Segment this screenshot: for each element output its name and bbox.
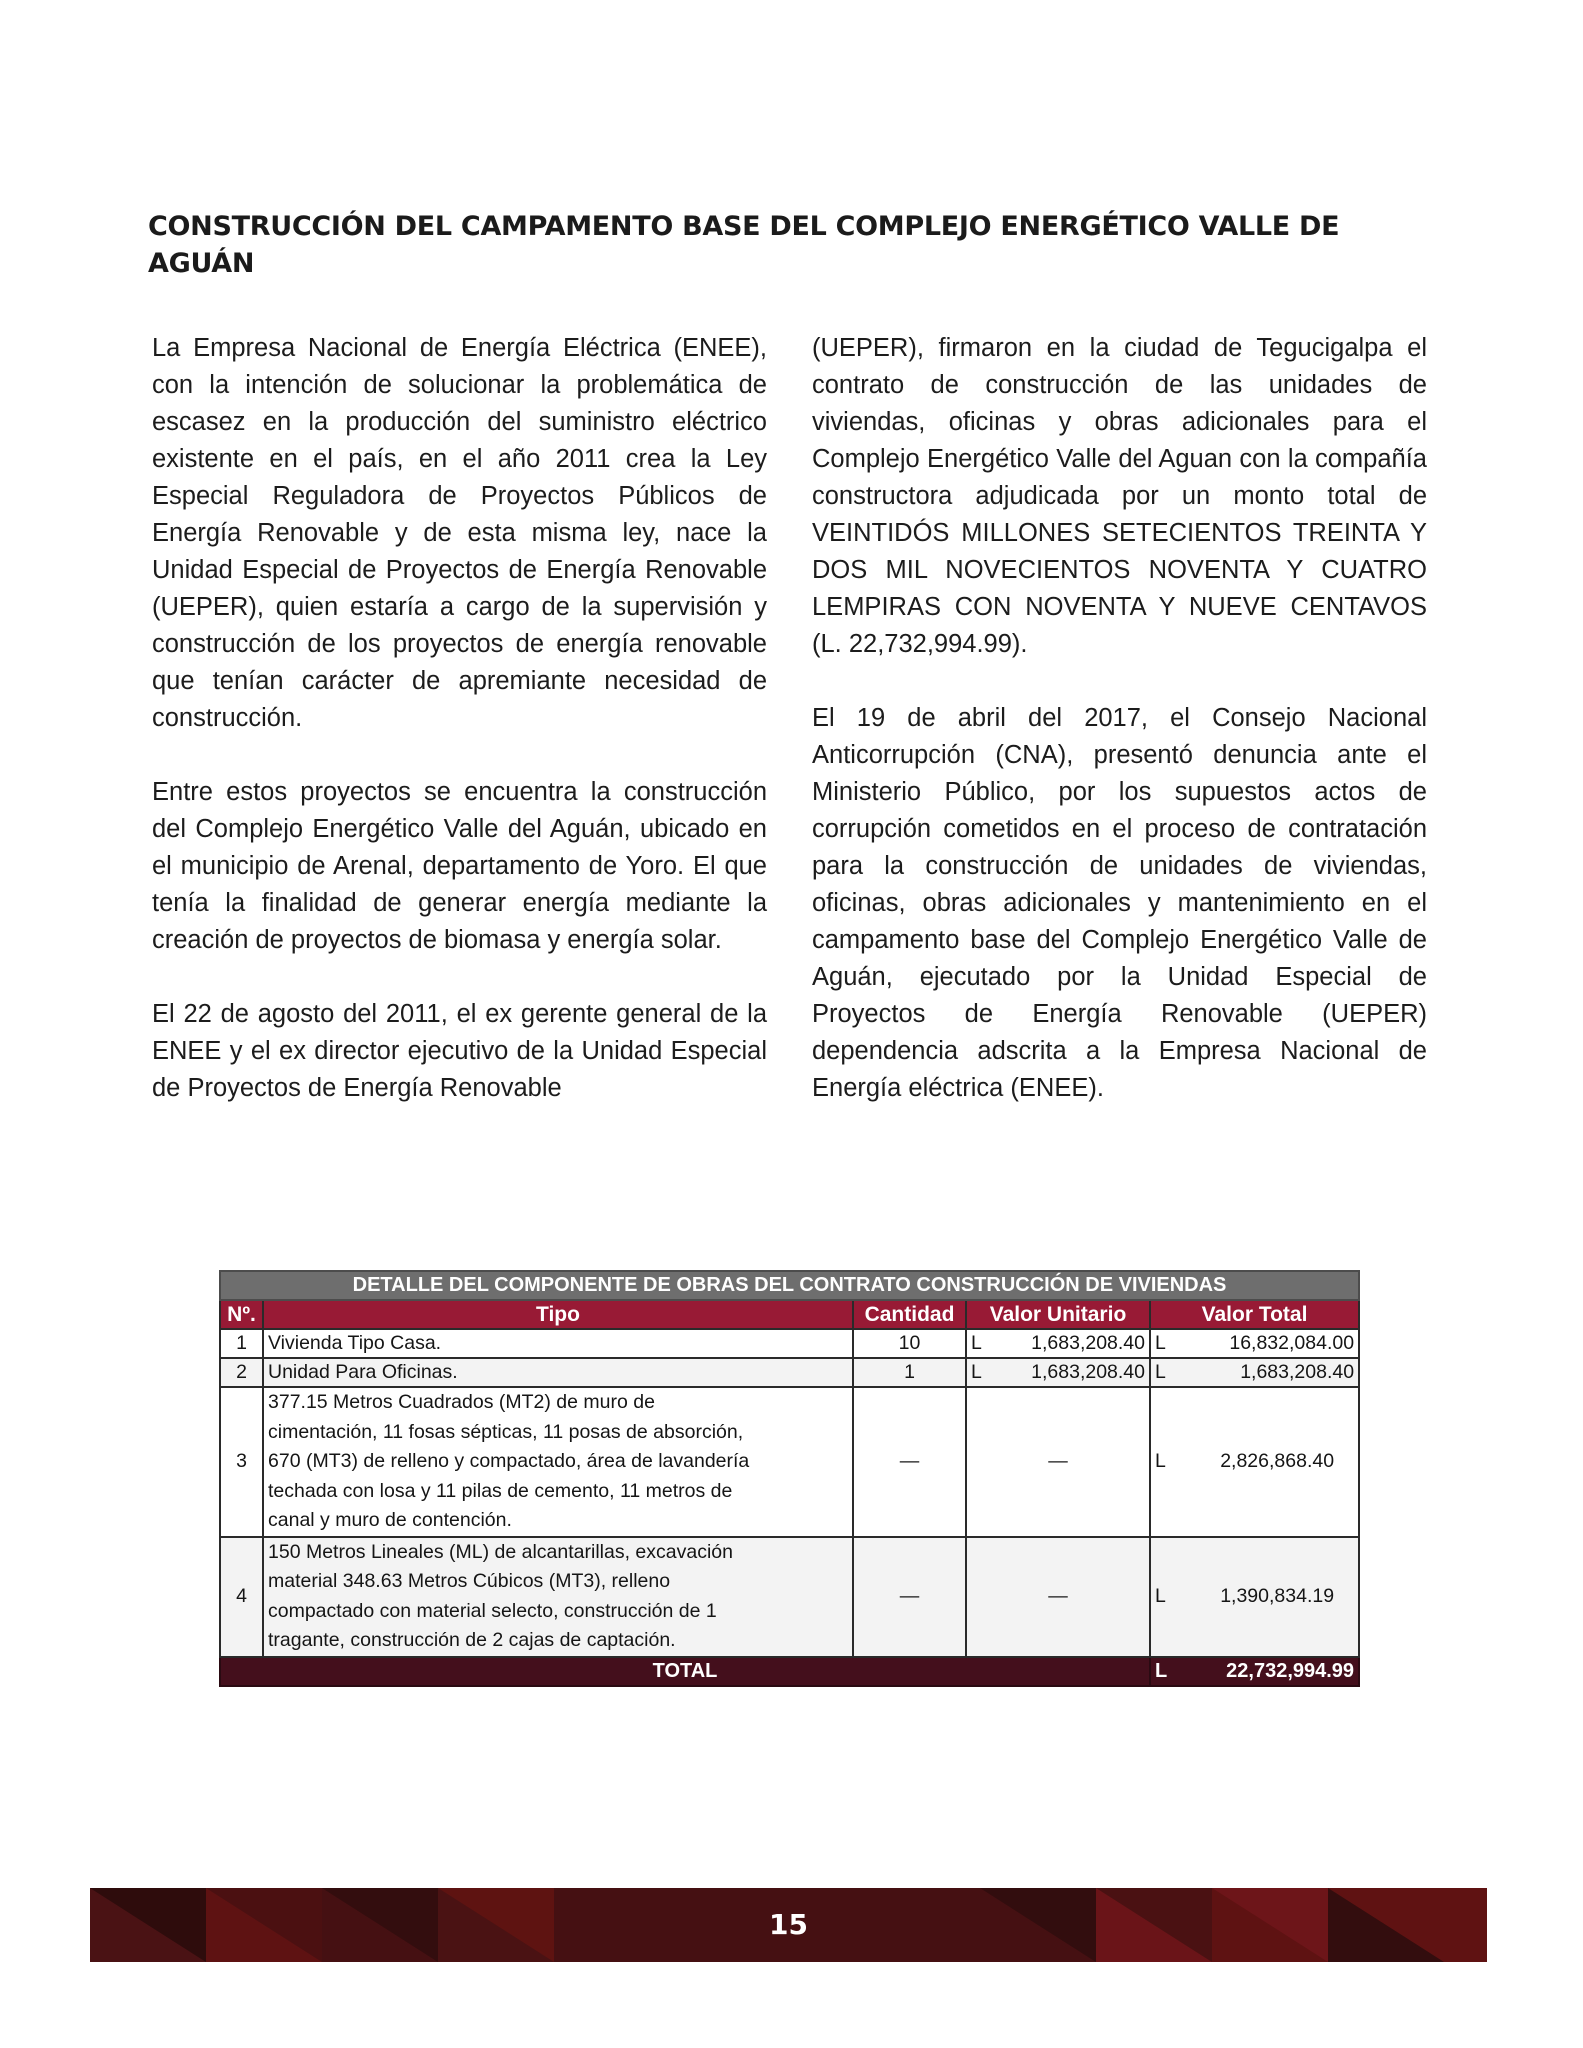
header-valor-total: Valor Total [1150, 1300, 1359, 1329]
paragraph-contrato-monto: (UEPER), firmaron en la ciudad de Tegucigalpa el contrato de construcción de las unidades de viviendas, oficinas y obras adicionales para el Complejo Energético Valle del Aguan con la compañía constructora adjudicada por un monto total de VEINTIDÓS MILLONES SETECIENTOS TREINTA Y DOS MIL NOVECIENTOS NOVENTA Y CUATRO LEMPIRAS CON NOVENTA Y NUEVE CENTAVOS (L. 22,732,994.99). [812, 334, 1427, 658]
right-text-column [812, 330, 1427, 1144]
cell-cantidad: — [853, 1537, 966, 1657]
total-label: TOTAL [220, 1657, 1150, 1686]
cell-valor-total [1150, 1358, 1359, 1387]
header-valor-unitario: Valor Unitario [966, 1300, 1150, 1329]
header-no: Nº. [220, 1300, 263, 1329]
table-row [220, 1329, 1359, 1358]
tipo-line: cimentación, 11 fosas sépticas, 11 posas de absorción, [268, 1420, 744, 1443]
cell-cantidad: — [853, 1387, 966, 1537]
cell-no: 4 [220, 1537, 263, 1657]
tipo-line: canal y muro de contención. [268, 1509, 512, 1531]
page-title: CONSTRUCCIÓN DEL CAMPAMENTO BASE DEL COMPLEJO ENERGÉTICO VALLE DE AGUÁN [148, 211, 1340, 280]
cell-tipo: Unidad Para Oficinas. [263, 1358, 853, 1387]
currency-symbol: L [1155, 1361, 1166, 1383]
header-tipo: Tipo [263, 1300, 853, 1329]
obras-table-container [219, 1270, 1358, 1687]
left-text-column [152, 330, 767, 1107]
table-title-row [220, 1271, 1359, 1300]
cell-valor-total [1150, 1387, 1359, 1537]
tipo-line: 150 Metros Lineales (ML) de alcantarillas, excavación [268, 1540, 733, 1563]
paragraph-enee-intro: La Empresa Nacional de Energía Eléctrica (ENEE), con la intención de solucionar la problemática de escasez en la producción del suministro eléctrico existente en el país, en el año 2011 crea la Ley Especial Reguladora de Proyectos Públicos de Energía Renovable y de esta misma ley, nace la Unidad Especial de Proyectos de Energía Renovable (UEPER), quien estaría a cargo de la supervisión y construcción de los proyectos de energía renovable que tenían carácter de apremiante necesidad de construcción. [152, 334, 767, 732]
table-row [220, 1358, 1359, 1387]
currency-symbol: L [971, 1361, 982, 1383]
table-row [220, 1537, 1359, 1657]
cell-valor-total [1150, 1329, 1359, 1358]
tipo-line: material 348.63 Metros Cúbicos (MT3), relleno [268, 1570, 671, 1592]
cell-cantidad: 10 [853, 1329, 966, 1358]
cell-no: 3 [220, 1387, 263, 1537]
cell-cantidad: 1 [853, 1358, 966, 1387]
tipo-line: compactado con material selecto, construcción de 1 [268, 1599, 717, 1622]
paragraph-proyecto-aguan: Entre estos proyectos se encuentra la construcción del Complejo Energético Valle del Aguán, ubicado en el municipio de Arenal, departamento de Yoro. El que tenía la finalidad de generar energía mediante la creación de proyectos de biomasa y energía solar. [152, 778, 767, 954]
cell-valor-unitario: — [966, 1387, 1150, 1537]
table-header-row [220, 1300, 1359, 1329]
amount: 1,683,208.40 [1031, 1361, 1145, 1383]
table-total-row [220, 1657, 1359, 1686]
cell-no: 2 [220, 1358, 263, 1387]
currency-symbol: L [971, 1332, 982, 1354]
obras-table [219, 1270, 1360, 1687]
currency-symbol: L [1155, 1659, 1168, 1682]
amount: 16,832,084.00 [1229, 1332, 1355, 1354]
amount: 1,390,834.19 [1220, 1585, 1335, 1607]
cell-valor-unitario: — [966, 1537, 1150, 1657]
paragraph-denuncia-cna: El 19 de abril del 2017, el Consejo Nacional Anticorrupción (CNA), presentó denuncia ante el Ministerio Público, por los supuestos actos de corrupción cometidos en el proceso de contratación para la construcción de unidades de viviendas, oficinas, obras adicionales y mantenimiento en el campamento base del Complejo Energético Valle de Aguán, ejecutado por la Unidad Especial de Proyectos de Energía Renovable (UEPER) dependencia adscrita a la Empresa Nacional de Energía eléctrica (ENEE). [812, 704, 1427, 1102]
tipo-line: 670 (MT3) de relleno y compactado, área de lavandería [268, 1450, 750, 1472]
cell-valor-total [1150, 1537, 1359, 1657]
cell-valor-unitario [966, 1358, 1150, 1387]
cell-valor-unitario [966, 1329, 1150, 1358]
paragraph-contrato-2011: El 22 de agosto del 2011, el ex gerente general de la ENEE y el ex director ejecutivo de la Unidad Especial de Proyectos de Energía Renovable [152, 1000, 767, 1102]
cell-tipo [263, 1537, 853, 1657]
table-title: DETALLE DEL COMPONENTE DE OBRAS DEL CONTRATO CONSTRUCCIÓN DE VIVIENDAS [220, 1271, 1359, 1300]
amount: 2,826,868.40 [1220, 1450, 1335, 1473]
tipo-line: 377.15 Metros Cuadrados (MT2) de muro de [268, 1391, 655, 1413]
cell-tipo: Vivienda Tipo Casa. [263, 1329, 853, 1358]
total-value-cell [1150, 1657, 1359, 1686]
currency-symbol: L [1155, 1585, 1166, 1607]
currency-symbol: L [1155, 1332, 1166, 1354]
amount: 1,683,208.40 [1240, 1361, 1355, 1383]
total-amount: 22,732,994.99 [1226, 1659, 1355, 1682]
amount: 1,683,208.40 [1031, 1332, 1145, 1354]
footer-band [90, 1888, 1487, 1962]
currency-symbol: L [1155, 1450, 1166, 1473]
tipo-line: tragante, construcción de 2 cajas de captación. [268, 1629, 676, 1651]
table-row [220, 1387, 1359, 1537]
cell-tipo [263, 1387, 853, 1537]
header-cantidad: Cantidad [853, 1300, 966, 1329]
tipo-line: techada con losa y 11 pilas de cemento, 11 metros de [268, 1479, 733, 1502]
page-number: 15 [769, 1908, 808, 1941]
cell-no: 1 [220, 1329, 263, 1358]
